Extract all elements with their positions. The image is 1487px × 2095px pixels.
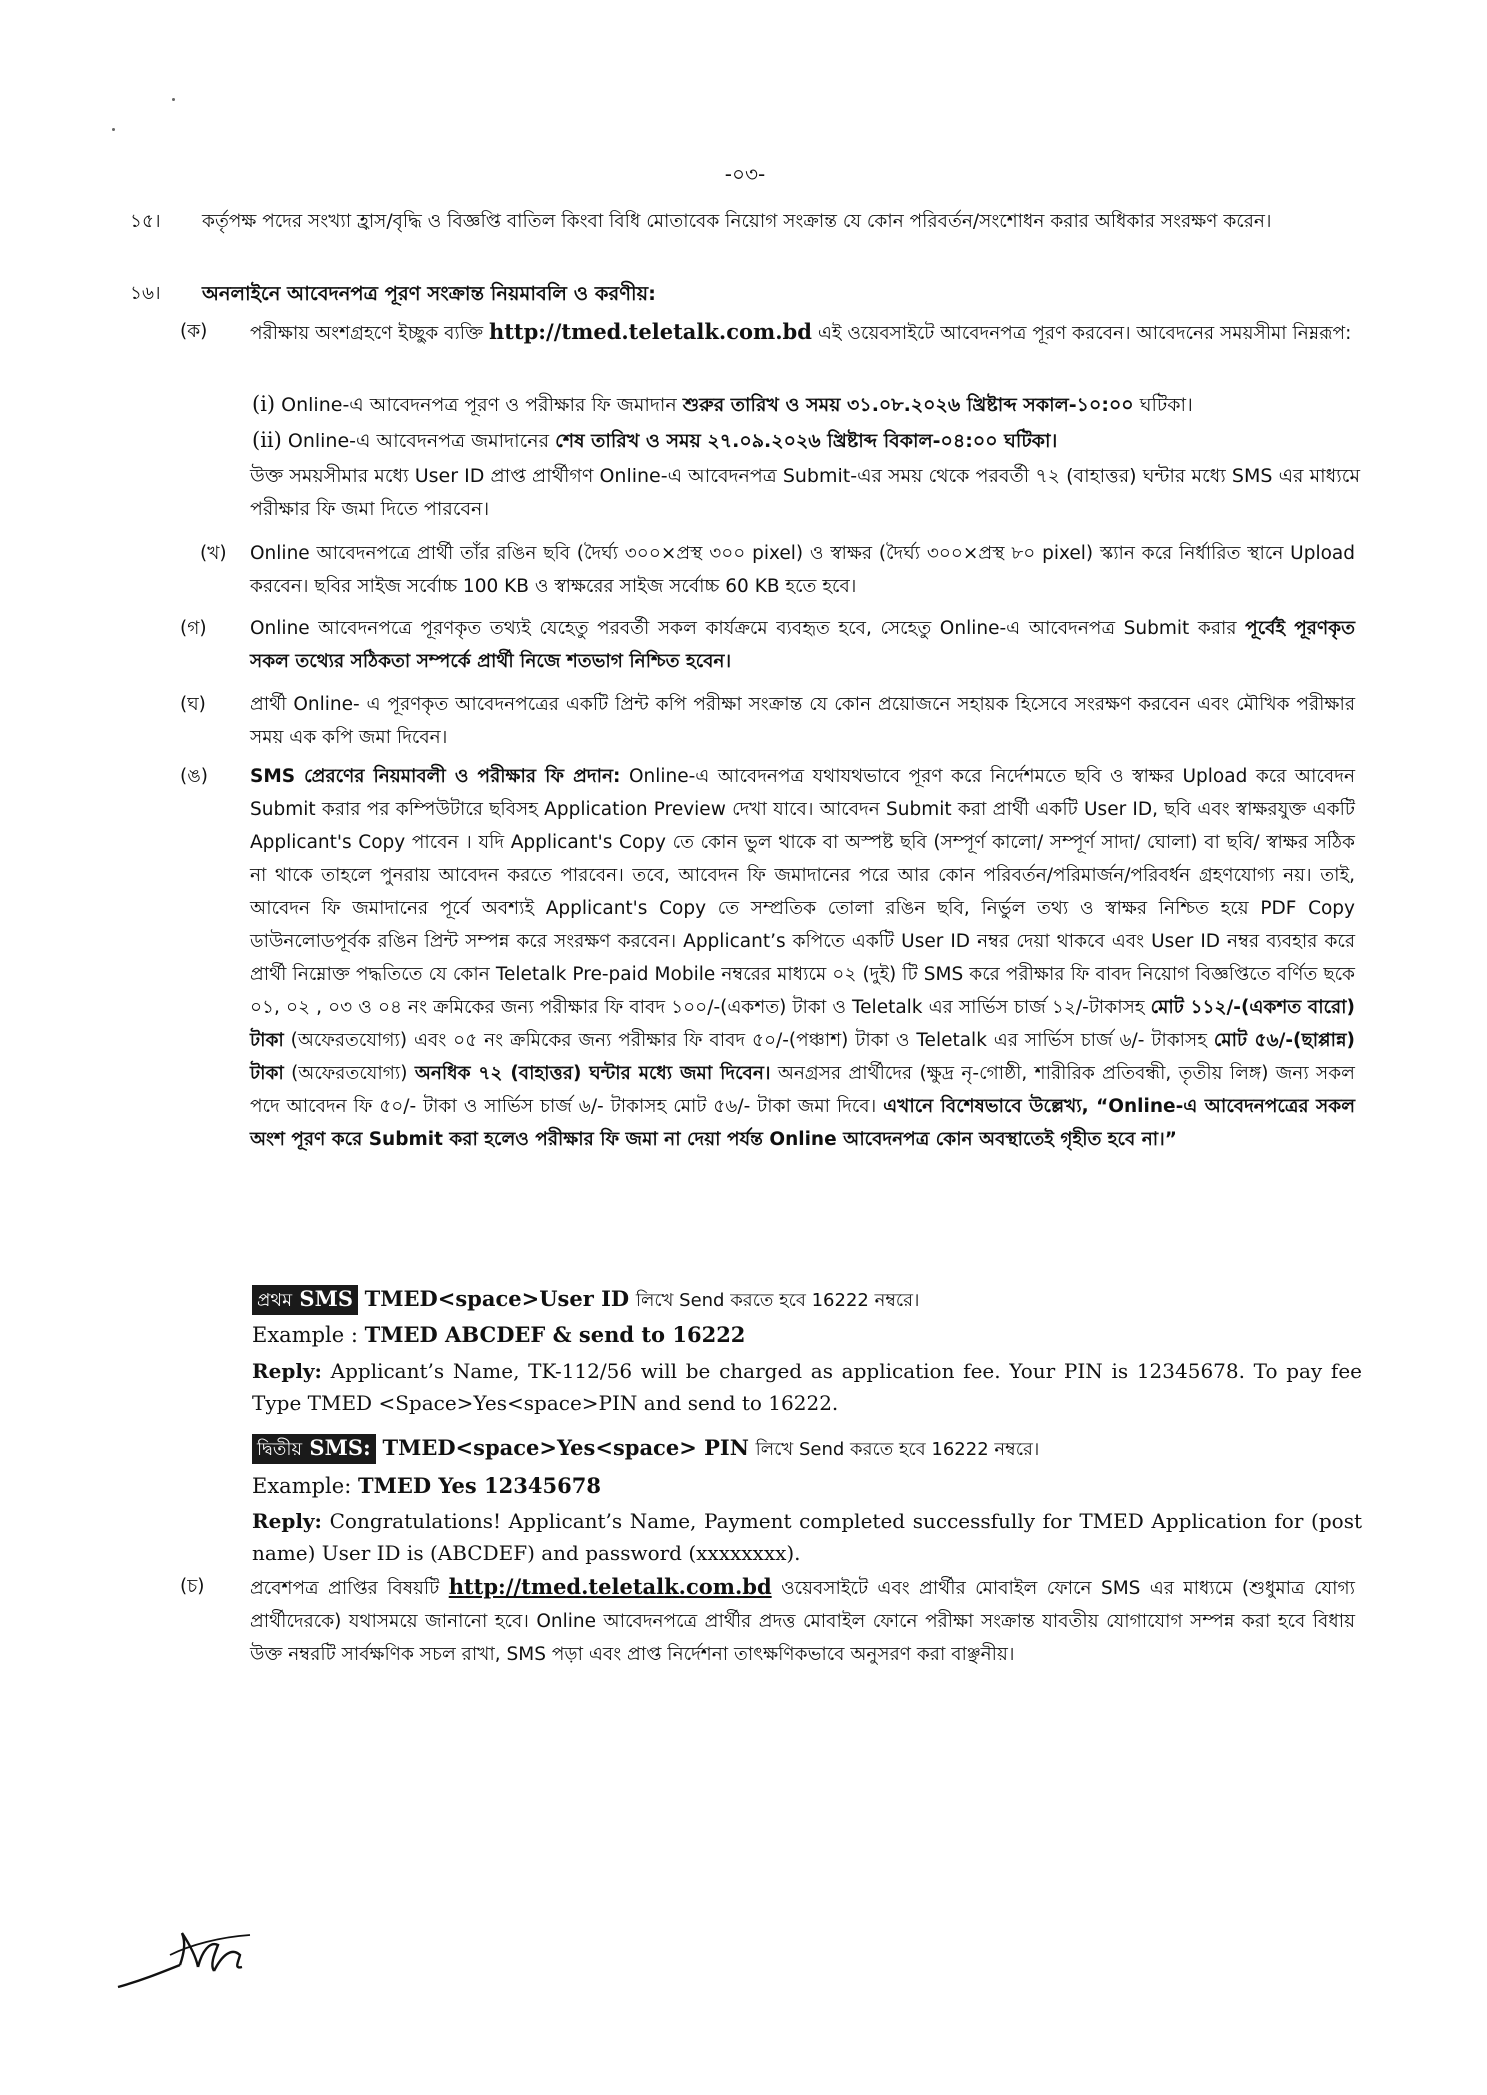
sms2-example [252, 1470, 1362, 1502]
section-text: কর্তৃপক্ষ পদের সংখ্যা হ্রাস/বৃদ্ধি ও বিজ্ঞপ্তি বাতিল কিংবা বিধি মোতাবেক নিয়োগ সংক্রান্ত যে কোন পরিবর্তন/সংশোধন করার অধিকার সংরক্ষণ করেন। [202, 211, 1272, 232]
section-title: অনলাইনে আবেদনপত্র পূরণ সংক্রান্ত নিয়মাবলি ও করণীয়: [202, 282, 656, 305]
period-text: Online-এ আবেদনপত্র জমাদানের [287, 430, 550, 452]
sms2-reply [252, 1505, 1362, 1569]
item-text-post: এই ওয়েবসাইটে আবেদনপত্র পূরণ করবেন। আবেদনের সময়সীমা নিম্নরূপ: [817, 323, 1352, 344]
sms1-cmd-tail: লিখে Send করতে হবে 16222 নম্বরে। [635, 1290, 920, 1311]
sms-rules-text: অনগ্রসর প্রার্থীদের (ক্ষুদ্র নৃ-গোষ্ঠী, শারীরিক প্রতিবন্ধী, তৃতীয় লিঙ্গ) জন্য সকল পদে আবেদন ফি ৫০/- টাকা ও সার্ভিস চার্জ ৬/- টাকাসহ মোট ৫৬/- টাকা জমা দিবে। [250, 1063, 1355, 1117]
item-text-pre: প্রবেশপত্র প্রাপ্তির বিষয়টি [250, 1578, 440, 1599]
item-label: (ঘ) [180, 694, 206, 715]
sms-rules-title: SMS প্রেরণের নিয়মাবলী ও পরীক্ষার ফি প্রদান: [250, 766, 621, 787]
item-text-post: ওয়েবসাইটে এবং প্রার্থীর মোবাইল ফোনে SMS এর মাধ্যমে (শুধুমাত্র যোগ্য প্রার্থীদেরকে) যথাসময়ে জানানো হবে। Online আবেদনপত্রে প্রার্থীর প্রদত্ত মোবাইল ফোনে পরীক্ষা সংক্রান্ত যাবতীয় যোগাযোগ সম্পন্ন করা হবে বিধায় উক্ত নম্বরটি সার্বক্ষণিক সচল রাখা, SMS পড়া এবং প্রাপ্ত নির্দেশনা তাৎক্ষণিকভাবে অনুসরণ করা বাঞ্ছনীয়। [250, 1578, 1355, 1665]
sms2-tag [252, 1434, 376, 1464]
sms1-tag-label: SMS [299, 1286, 353, 1311]
deadline-bold: অনধিক ৭২ (বাহাত্তর) ঘন্টার মধ্যে জমা দিবেন। [414, 1063, 771, 1084]
period-label: (i) [252, 392, 276, 416]
sms2-tag-label: SMS: [309, 1435, 371, 1460]
sms2-reply-text: Congratulations! Applicant’s Name, Payment completed successfully for TMED Application for (post name) User ID is (ABCDEF) and password (xxxxxxxx). [252, 1509, 1362, 1565]
item-text-bold: পূর্বেই পূরণকৃত সকল তথ্যের সঠিকতা সম্পর্কে প্রার্থী নিজে শতভাগ নিশ্চিত হবেন। [250, 618, 1355, 672]
item-label: (ঙ) [180, 766, 209, 787]
sms2-example-label: Example: [252, 1474, 352, 1498]
period-start [252, 388, 1362, 422]
item-text: প্রার্থী Online- এ পূরণকৃত আবেদনপত্রের একটি প্রিন্ট কপি পরীক্ষা সংক্রান্ত যে কোন প্রয়োজনে সহায়ক হিসেবে সংরক্ষণ করবেন এবং মৌখিক পরীক্ষার সময় এক কপি জমা দিবেন। [250, 694, 1355, 748]
website-link[interactable]: http://tmed.teletalk.com.bd [488, 319, 812, 344]
sms1-cmd: TMED<space>User ID [364, 1286, 630, 1311]
sms1-command [252, 1283, 1362, 1317]
period-text: Online-এ আবেদনপত্র পূরণ ও পরীক্ষার ফি জমাদান [281, 394, 677, 416]
period-end: ঘটিকা। [1139, 394, 1193, 416]
period-note: উক্ত সময়সীমার মধ্যে User ID প্রাপ্ত প্রার্থীগণ Online-এ আবেদনপত্র Submit-এর সময় থেকে পরবর্তী ৭২ (বাহাত্তর) ঘন্টার মধ্যে SMS এর মাধ্যমে পরীক্ষার ফি জমা দিতে পারবেন। [250, 465, 1360, 520]
sms1-reply-label: Reply: [252, 1359, 322, 1383]
scan-speck [112, 128, 115, 131]
sms2-command [252, 1432, 1362, 1466]
period-label: (ii) [252, 428, 282, 452]
sms1-tag [252, 1285, 358, 1315]
website-link[interactable]: http://tmed.teletalk.com.bd [448, 1574, 772, 1599]
sms1-reply-text: Applicant’s Name, TK-112/56 will be charged as application fee. Your PIN is 12345678. To pay fee Type TMED <Space>Yes<space>PIN and send to 16222. [252, 1359, 1362, 1415]
item-label: (খ) [200, 543, 227, 564]
sms1-example-label: Example : [252, 1323, 358, 1347]
page-number: -০৩- [724, 162, 766, 186]
sms1-example [252, 1319, 1362, 1351]
item-text [250, 612, 1355, 678]
fee-total-bold: মোট ১১২/-(একশত বারো) টাকা [250, 997, 1355, 1051]
sms-rules-text: Online-এ আবেদনপত্র যথাযথভাবে পূরণ করে নির্দেশমতে ছবি ও স্বাক্ষর Upload করে আবেদন Submit করার পর কম্পিউটারে ছবিসহ Application Preview দেখা যাবে। আবেদন Submit করা প্রার্থী একটি User ID, ছবি এবং স্বাক্ষরযুক্ত একটি Applicant's Copy পাবেন । যদি Applicant's Copy তে কোন ভুল থাকে বা অস্পষ্ট ছবি (সম্পূর্ণ কালো/ সম্পূর্ণ সাদা/ ঘোলা) বা ছবি/ স্বাক্ষর সঠিক না থাকে তাহলে পুনরায় আবেদন করতে পারবেন। তবে, আবেদন ফি জমাদানের পরে আর কোন পরিবর্তন/পরিমার্জন/পরিবর্ধন গ্রহণযোগ্য নয়। তাই, আবেদন ফি জমাদানের পূর্বে অবশ্যই Applicant's Copy তে সম্প্রতিক তোলা রঙিন ছবি, নির্ভুল তথ্য ও স্বাক্ষর নিশ্চিত হয়ে PDF Copy ডাউনলোডপূর্বক রঙিন প্রিন্ট সম্পন্ন করে সংরক্ষণ করবেন। Applicant’s কপিতে একটি User ID নম্বর দেয়া থাকবে এবং User ID নম্বর ব্যবহার করে প্রার্থী নিম্নোক্ত পদ্ধতিতে যে কোন Teletalk Pre-paid Mobile নম্বরের মাধ্যমে ০২ (দুই) টি SMS করে পরীক্ষার ফি বাবদ নিয়োগ বিজ্ঞপ্তিতে বর্ণিত ছকে ০১, ০২ , ০৩ ও ০৪ নং ক্রমিকের জন্য পরীক্ষার ফি বাবদ ১০০/-(একশত) টাকা ও Teletalk এর সার্ভিস চার্জ ১২/-টাকাসহ [250, 766, 1355, 1018]
sms2-reply-label: Reply: [252, 1509, 322, 1533]
sms1-reply [252, 1355, 1362, 1419]
handwritten-signature [110, 1915, 290, 2005]
sms-rules-text: (অফেরতযোগ্য) [291, 1063, 408, 1084]
item-text-plain: Online আবেদনপত্রে পূরণকৃত তথ্যই যেহেতু পরবর্তী সকল কার্যক্রমে ব্যবহৃত হবে, সেহেতু Online-এ আবেদনপত্র Submit করার [250, 618, 1237, 639]
sms1-example-text: TMED ABCDEF & send to 16222 [364, 1322, 746, 1347]
item-text [250, 1570, 1355, 1671]
item-text-pre: পরীক্ষায় অংশগ্রহণে ইচ্ছুক ব্যক্তি [250, 323, 484, 344]
fee-total-bold: মোট ৫৬/-(ছাপ্পান্ন) টাকা [250, 1030, 1355, 1084]
item-text [250, 760, 1355, 1156]
sms2-cmd-tail: লিখে Send করতে হবে 16222 নম্বরে। [755, 1439, 1040, 1460]
sms2-tag-pre: দ্বিতীয় [257, 1439, 303, 1460]
period-end-deadline [252, 424, 1362, 458]
sms2-example-text: TMED Yes 12345678 [357, 1473, 601, 1498]
sms1-tag-pre: প্রথম [257, 1290, 293, 1311]
item-text: Online আবেদনপত্রে প্রার্থী তাঁর রঙিন ছবি (দৈর্ঘ্য ৩০০×প্রস্থ ৩০০ pixel) ও স্বাক্ষর (দৈর্ঘ্য ৩০০×প্রস্থ ৮০ pixel) স্ক্যান করে নির্ধারিত স্থানে Upload করবেন। ছবির সাইজ সর্বোচ্চ 100 KB ও স্বাক্ষরের সাইজ সর্বোচ্চ 60 KB হতে হবে। [250, 543, 1355, 597]
item-label: (গ) [180, 618, 207, 639]
section-number: ১৫। [130, 211, 161, 232]
item-text [250, 315, 1355, 350]
period-date: শেষ তারিখ ও সময় ২৭.০৯.২০২৬ খ্রিষ্টাব্দ বিকাল-০৪:০০ ঘটিকা। [555, 430, 1058, 452]
important-note: এখানে বিশেষভাবে উল্লেখ্য, “Online-এ আবেদনপত্রের সকল অংশ পূরণ করে Submit করা হলেও পরীক্ষার ফি জমা না দেয়া পর্যন্ত Online আবেদনপত্র কোন অবস্থাতেই গৃহীত হবে না।” [250, 1096, 1355, 1150]
sms-rules-text: (অফেরতযোগ্য) এবং ০৫ নং ক্রমিকের জন্য পরীক্ষার ফি বাবদ ৫০/-(পঞ্চাশ) টাকা ও Teletalk এর সার্ভিস চার্জ ৬/- টাকাসহ [290, 1030, 1207, 1051]
scan-speck [172, 98, 175, 101]
item-label: (ক) [180, 321, 208, 342]
item-label: (চ) [180, 1576, 205, 1597]
period-date: শুরুর তারিখ ও সময় ৩১.০৮.২০২৬ খ্রিষ্টাব্দ সকাল-১০:০০ [682, 394, 1134, 416]
section-number: ১৬। [130, 283, 161, 304]
sms2-cmd: TMED<space>Yes<space> PIN [382, 1435, 749, 1460]
